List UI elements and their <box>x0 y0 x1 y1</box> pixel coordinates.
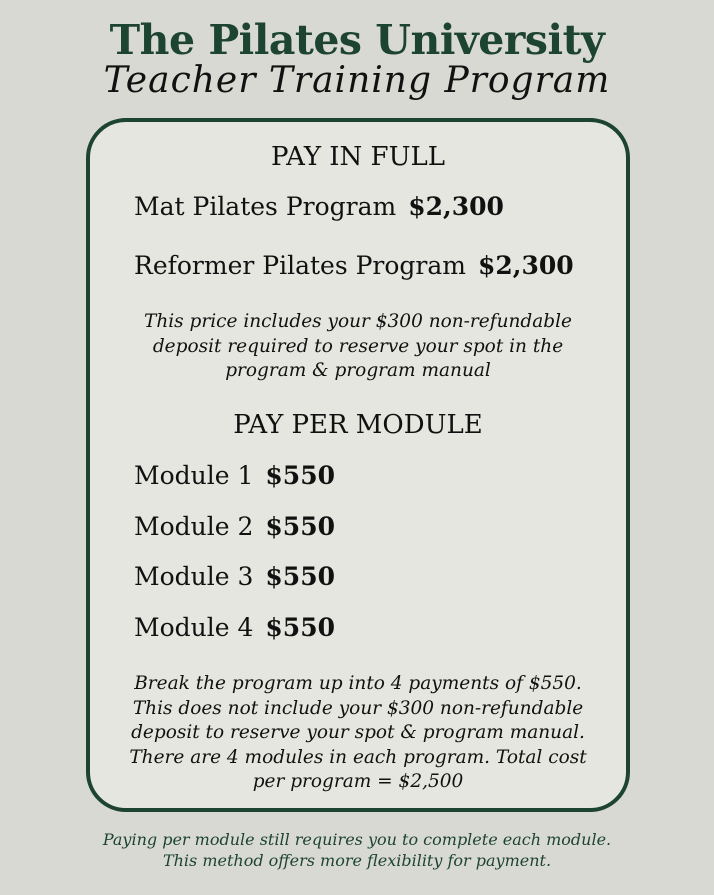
module-label: Module 4 <box>134 613 254 642</box>
note-line: per program = $2,500 <box>252 771 464 792</box>
price-row-label: Mat Pilates Program <box>134 192 397 221</box>
module-price: $550 <box>265 512 335 541</box>
note-line: This does not include your $300 non-refundable <box>132 697 584 719</box>
price-row-label: Reformer Pilates Program <box>134 251 466 280</box>
note-line: There are 4 modules in each program. Total cost <box>129 746 587 768</box>
module-label: Module 2 <box>134 512 254 541</box>
note-line: deposit required to reserve your spot in the <box>152 335 564 357</box>
page-subtitle: Teacher Training Program <box>103 60 611 101</box>
pay-per-module-heading: PAY PER MODULE <box>233 410 483 440</box>
note-line: deposit to reserve your spot & program manual. <box>131 722 585 743</box>
footer-line: Paying per module still requires you to complete each module. <box>102 830 612 849</box>
page-title: The Pilates University <box>109 16 605 64</box>
module-price: $550 <box>265 461 335 490</box>
module-label: Module 3 <box>134 562 254 591</box>
module-label: Module 1 <box>134 461 254 490</box>
note-line: Break the program up into 4 payments of $550. <box>134 673 582 694</box>
note-line: This price includes your $300 non-refundable <box>144 311 572 332</box>
footer-note <box>0 830 714 871</box>
price-value: $2,300 <box>408 192 504 221</box>
pay-in-full-heading: PAY IN FULL <box>270 142 446 172</box>
pricing-card <box>86 118 630 812</box>
pay-in-full-note <box>120 310 596 384</box>
module-row-4 <box>134 613 335 642</box>
module-row-1 <box>134 461 335 490</box>
price-row-reformer <box>134 251 574 280</box>
module-price: $550 <box>265 613 335 642</box>
price-row-mat <box>134 192 504 221</box>
price-value: $2,300 <box>478 251 574 280</box>
module-row-2 <box>134 512 335 541</box>
note-line: program & program manual <box>225 360 491 381</box>
pay-per-module-note <box>120 672 596 795</box>
footer-line: This method offers more flexibility for payment. <box>162 850 552 870</box>
module-row-3 <box>134 562 335 591</box>
module-price: $550 <box>265 562 335 591</box>
